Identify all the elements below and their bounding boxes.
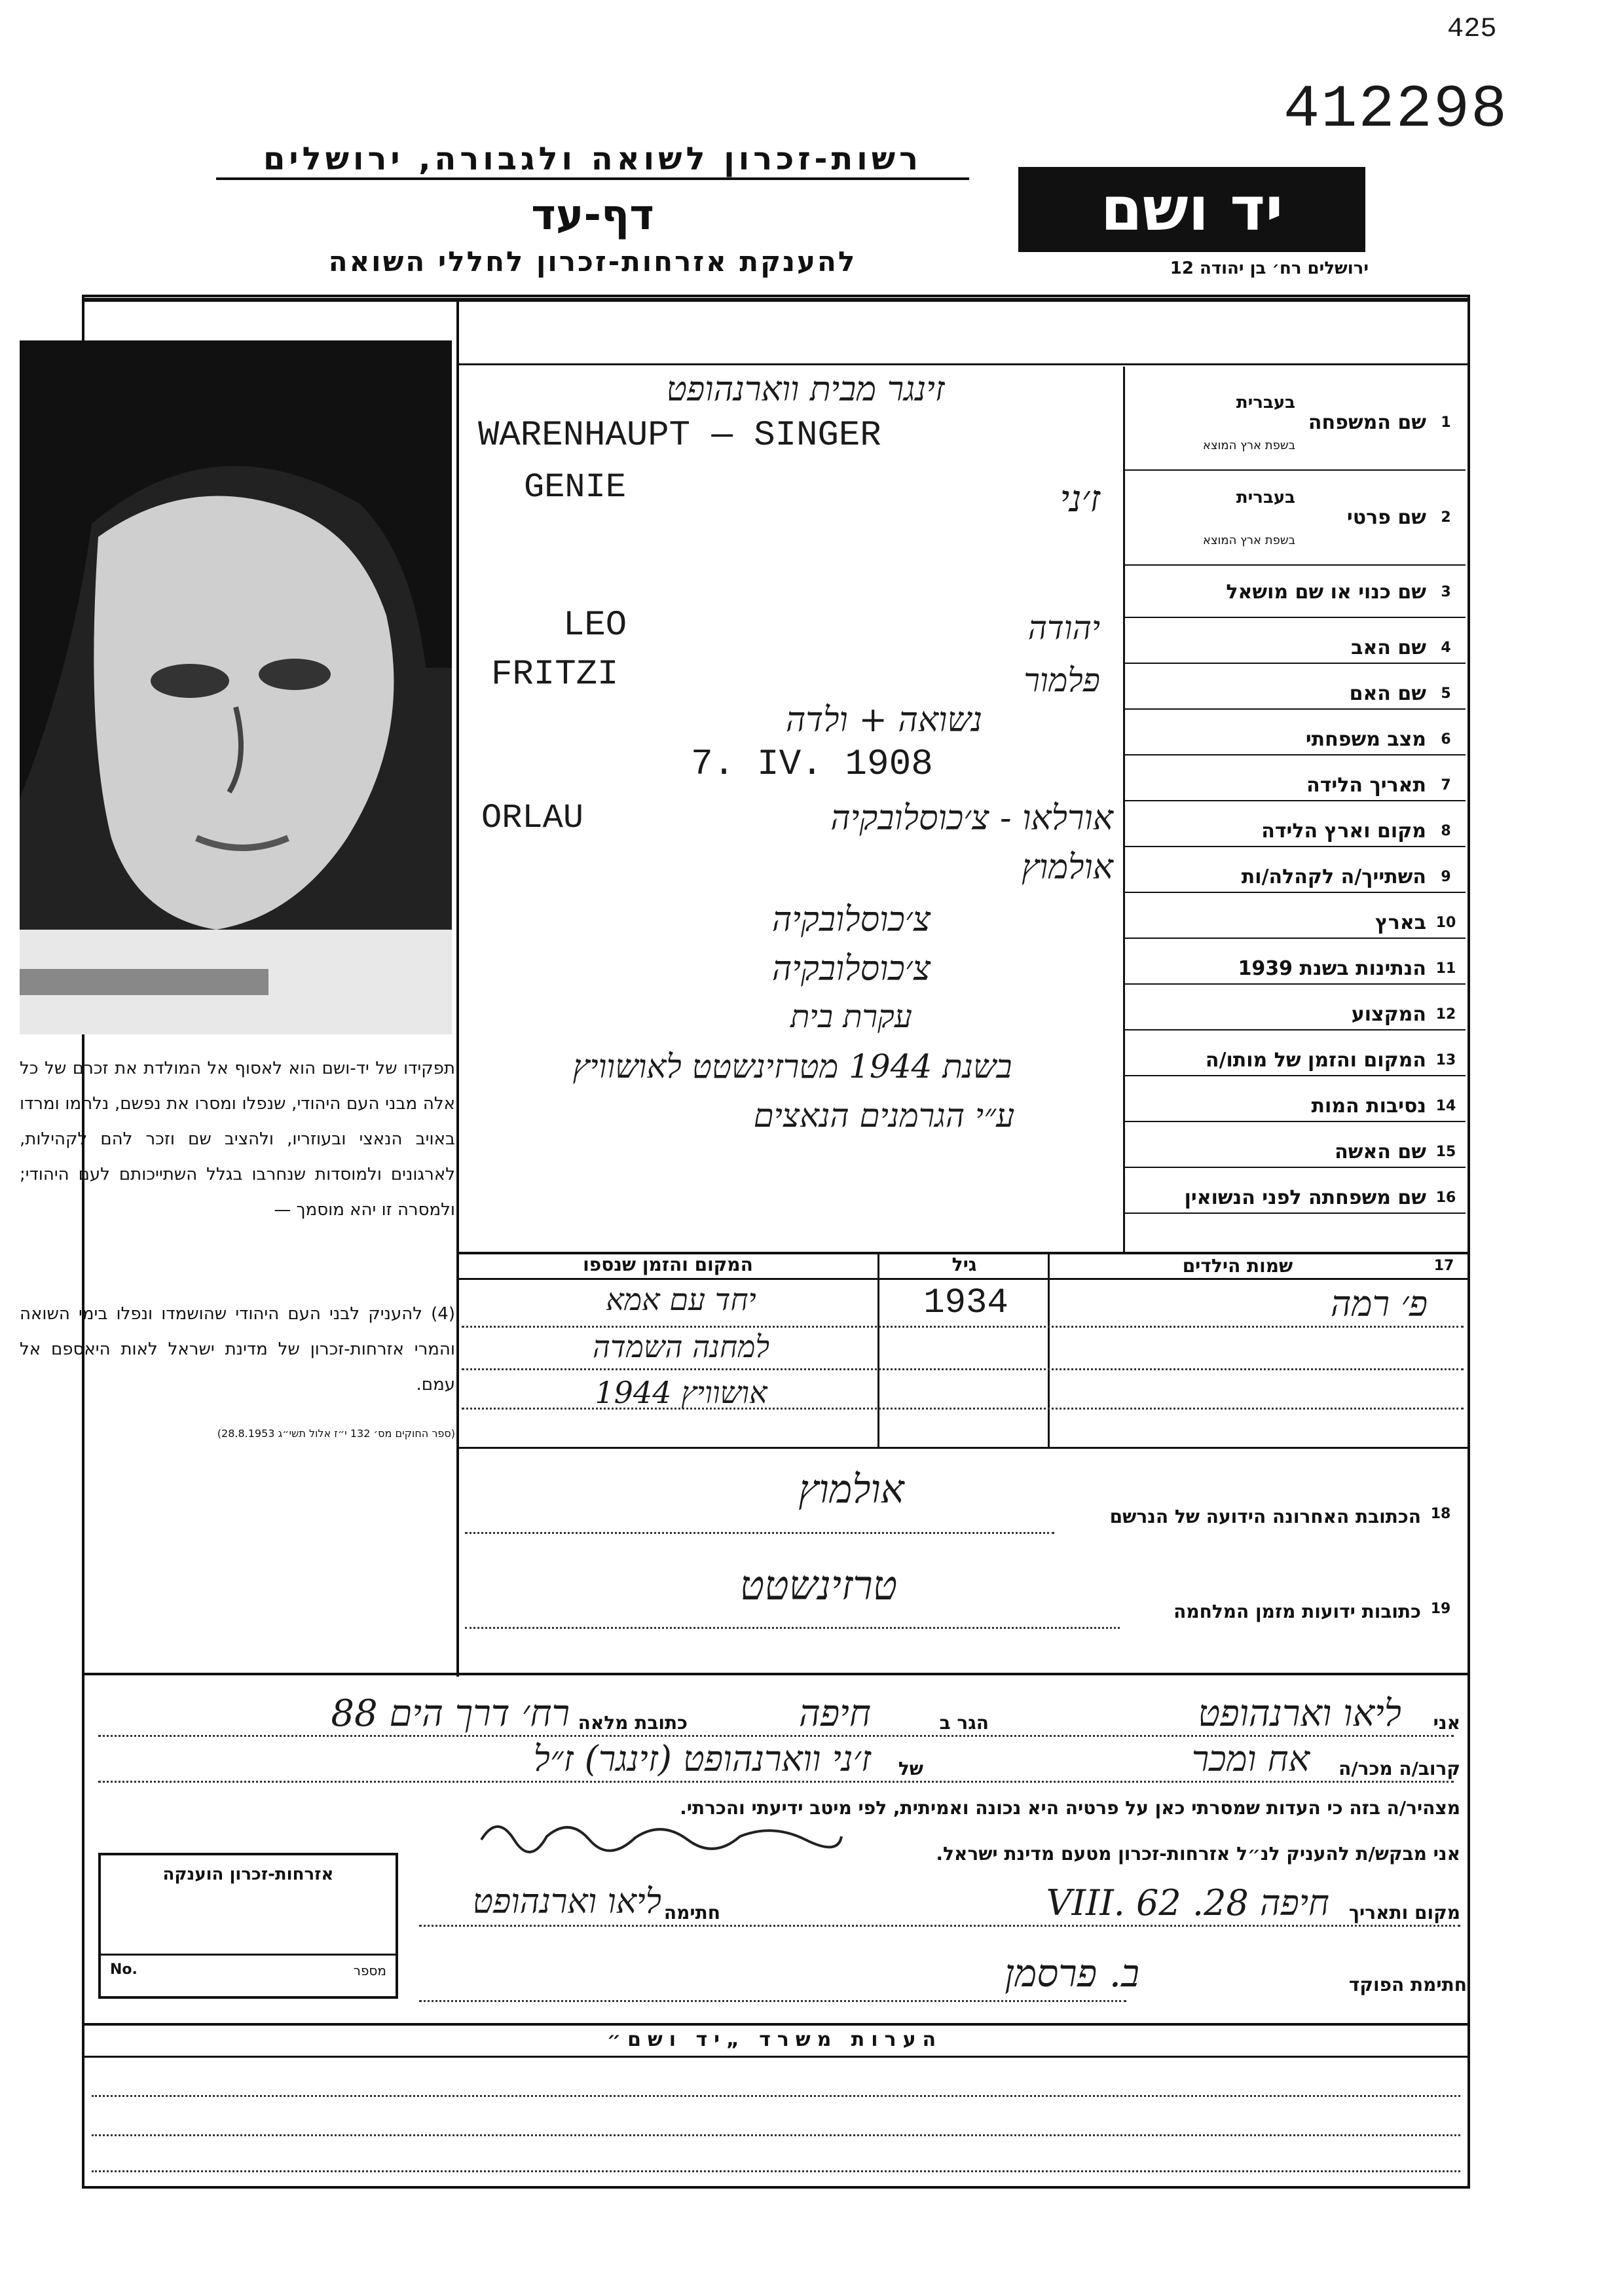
community-value: אולמוץ — [1021, 848, 1113, 887]
row-number: 14 — [1435, 1097, 1456, 1114]
row-number: 15 — [1435, 1143, 1456, 1160]
declaration-request: אני מבקש/ת להעניק לנ״ל אזרחות-זכרון מטעם מדינת ישראל. — [936, 1843, 1460, 1865]
declarant-city: חיפה — [799, 1692, 871, 1735]
declaration-line-1 — [92, 1692, 1460, 1738]
row-number: 19 — [1430, 1601, 1451, 1617]
clause-text: (4) להעניק לבני העם היהודי שהושמדו ונפלו בימי השואה והמרי אזרחות-זכרון של מדינת ישראל לאות היאספם אל עמם. — [20, 1304, 455, 1394]
signature-label: חתימה — [663, 1902, 720, 1923]
row-label: שם משפחתה לפני הנשואין — [1184, 1186, 1426, 1209]
row-number: 16 — [1435, 1189, 1456, 1206]
family-name-hebrew: זינגר מבית ווארנהופט — [666, 370, 945, 409]
children-header-age: גיל — [951, 1254, 977, 1275]
of-label: של — [898, 1758, 923, 1779]
officer-line — [419, 1951, 1467, 2003]
victim-name-value: ז׳ני ווארנהופט (זינגר) ז״ל — [533, 1738, 871, 1779]
declarant-signature-scribble — [478, 1810, 845, 1856]
mother-name-foreign: FRITZI — [491, 655, 619, 695]
row-label: השתייך/ה לקהלה/ות — [1241, 865, 1426, 888]
birth-date-value: 7. IV. 1908 — [691, 743, 933, 785]
row-label: הכתובת האחרונה הידועה של הנרשם — [1109, 1506, 1421, 1527]
declarant-prefix: אני — [1433, 1712, 1460, 1734]
row-label: תאריך הלידה — [1306, 773, 1426, 797]
death-circumstances-value: ע״י הגרמנים הנאצים — [753, 1097, 1015, 1135]
hebrew-sublabel: בעברית — [1236, 487, 1295, 507]
row-number: 9 — [1441, 868, 1451, 885]
row-number: 8 — [1441, 822, 1451, 839]
page-number: 425 — [1447, 13, 1497, 45]
marital-status-value: נשואה + ולדה — [785, 701, 983, 740]
birth-place-foreign: ORLAU — [481, 799, 584, 837]
row-number: 17 — [1433, 1257, 1454, 1274]
row-number: 13 — [1435, 1051, 1456, 1068]
logo-address: ירושלים רח׳ בן יהודה 12 — [1170, 259, 1369, 278]
citizenship-box-title: אזרחות-זכרון הוענקה — [162, 1865, 334, 1884]
declarant-address: רח׳ דרך הים 88 — [331, 1692, 570, 1735]
profession-value: עקרת בית — [790, 998, 912, 1035]
first-name-hebrew: ז׳ני — [1060, 478, 1100, 520]
father-name-hebrew: יהודה — [1027, 609, 1100, 647]
family-name-foreign: WARENHAUPT — SINGER — [478, 416, 881, 456]
row-label: שם כנוי או שם מושאל — [1226, 580, 1426, 604]
child-age: 1934 — [923, 1283, 1008, 1323]
relationship-value: אח ומכר — [1191, 1738, 1310, 1779]
declarant-name: ליאו וארנהופט — [1198, 1692, 1401, 1735]
row-nickname — [1125, 570, 1466, 614]
foreign-sublabel: בשפת ארץ המוצא — [1202, 438, 1295, 452]
declaration-statement: מצהיר/ה בזה כי העדות שמסרתי כאן על פרטיה היא נכונה ואמיתית, לפי מיטב ידיעתי והכרתי. — [680, 1797, 1460, 1819]
yad-vashem-logo: יד ושם — [1018, 167, 1365, 252]
citizenship-number-label-en: No. — [110, 1961, 138, 1978]
row-number: 10 — [1435, 914, 1456, 931]
row-label: מצב משפחתי — [1305, 727, 1426, 751]
row-first-name — [1125, 475, 1466, 560]
child-place-line: יחד עם אמא — [606, 1282, 756, 1317]
resides-label: הגר ב — [939, 1712, 989, 1734]
hebrew-sublabel: בעברית — [1236, 392, 1295, 412]
row-label: נסיבות המות — [1311, 1094, 1426, 1118]
row-label: המקום והזמן של מותו/ה — [1205, 1048, 1426, 1072]
row-label: מקום וארץ הלידה — [1261, 819, 1426, 843]
row-number: 3 — [1441, 583, 1451, 600]
row-number: 4 — [1441, 639, 1451, 656]
death-place-value: בשנת 1944 מטרזינשטט לאושוויץ — [572, 1048, 1012, 1085]
row-number: 7 — [1441, 776, 1451, 793]
record-number: 412298 — [1283, 75, 1509, 144]
col-names-label: שמות הילדים — [1182, 1254, 1293, 1277]
declaration-line-2 — [92, 1738, 1460, 1784]
form-subtitle: להענקת אזרחות-זכרון לחללי השואה — [328, 246, 857, 278]
mission-text: תפקידו של יד-ושם הוא לאסוף אל המולדת את זכרם של כל אלה מבני העם היהודי, שנפלו ומסרו את נפשם, נלחמו ומרדו באויב הנאצי ובעוזריו, ולהציב שם וזכר להם לקהילות, לארגונים ולמוסדות שנחרבו בגלל השתייכותם לעם היהודי; ולמסרה זו יהא מוסמך — — [20, 1059, 455, 1220]
law-reference: (ספר החוקים מס׳ 132 י״ז אלול תשי״ג 28.8.1953) — [217, 1427, 455, 1440]
victim-photo — [20, 340, 452, 1034]
form-title: דף-עד — [531, 191, 654, 240]
father-name-foreign: LEO — [563, 606, 627, 646]
row-label: שם האשה — [1335, 1140, 1426, 1163]
row-label: המקצוע — [1351, 1002, 1426, 1026]
field-wartime-addresses-label — [1113, 1601, 1460, 1622]
place-date-label: מקום ותאריך — [1348, 1902, 1460, 1923]
authority-title: רשות-זכרון לשואה ולגבורה, ירושלים — [216, 141, 969, 180]
row-number: 18 — [1430, 1506, 1451, 1522]
address-label: כתובת מלאה — [578, 1712, 688, 1734]
mother-name-hebrew: פלמור — [1024, 661, 1100, 699]
birth-place-value: אורלאו - צ׳כוסלובקיה — [830, 799, 1113, 838]
field-last-address-label — [1048, 1506, 1460, 1527]
child-place-line: למחנה השמדה — [592, 1329, 770, 1364]
row-number: 12 — [1435, 1006, 1456, 1023]
row-label: כתובות ידועות מזמן המלחמה — [1173, 1601, 1421, 1622]
row-label: שם פרטי — [1346, 505, 1426, 529]
row-number: 6 — [1441, 731, 1451, 748]
signature-value: ליאו וארנהופט — [472, 1882, 661, 1922]
row-family-name — [1125, 380, 1466, 465]
row-label: שם האם — [1349, 682, 1426, 705]
row-label: שם המשפחה — [1308, 410, 1426, 434]
row-label: שם האב — [1351, 636, 1426, 659]
row-label: הנתינות בשנת 1939 — [1238, 957, 1426, 980]
last-address-value: אולמוץ — [798, 1467, 904, 1512]
foreign-sublabel: בשפת ארץ המוצא — [1202, 533, 1295, 547]
row-number: 2 — [1441, 509, 1451, 526]
child-place-line: אושוויץ 1944 — [595, 1375, 767, 1410]
place-date-value: חיפה 28. VIII. 62 — [1046, 1882, 1329, 1923]
citizenship-number-label: מספר — [353, 1963, 386, 1978]
office-notes-title: הערות משרד „יד ושם״ — [606, 2028, 943, 2051]
officer-signature: ב. פרסמן — [1005, 1951, 1139, 1995]
first-name-foreign: GENIE — [524, 468, 627, 507]
citizenship-1939-value: צ׳כוסלובקיה — [771, 949, 931, 989]
row-number: 1 — [1441, 414, 1451, 431]
child-name: פ׳ רמה — [1330, 1283, 1428, 1324]
relative-label: קרוב/ה מכר/ה — [1338, 1758, 1460, 1779]
officer-label: חתימת הפוקד — [1348, 1974, 1467, 1995]
row-number: 11 — [1435, 960, 1456, 977]
row-number: 5 — [1441, 685, 1451, 702]
country-value: צ׳כוסלובקיה — [771, 900, 931, 939]
wartime-address-value: טרזינשטט — [739, 1561, 898, 1609]
children-header-names — [1051, 1254, 1464, 1277]
citizenship-box — [98, 1853, 398, 1999]
row-label: בארץ — [1375, 911, 1426, 934]
children-header-place: המקום והזמן שנספו — [583, 1254, 753, 1275]
